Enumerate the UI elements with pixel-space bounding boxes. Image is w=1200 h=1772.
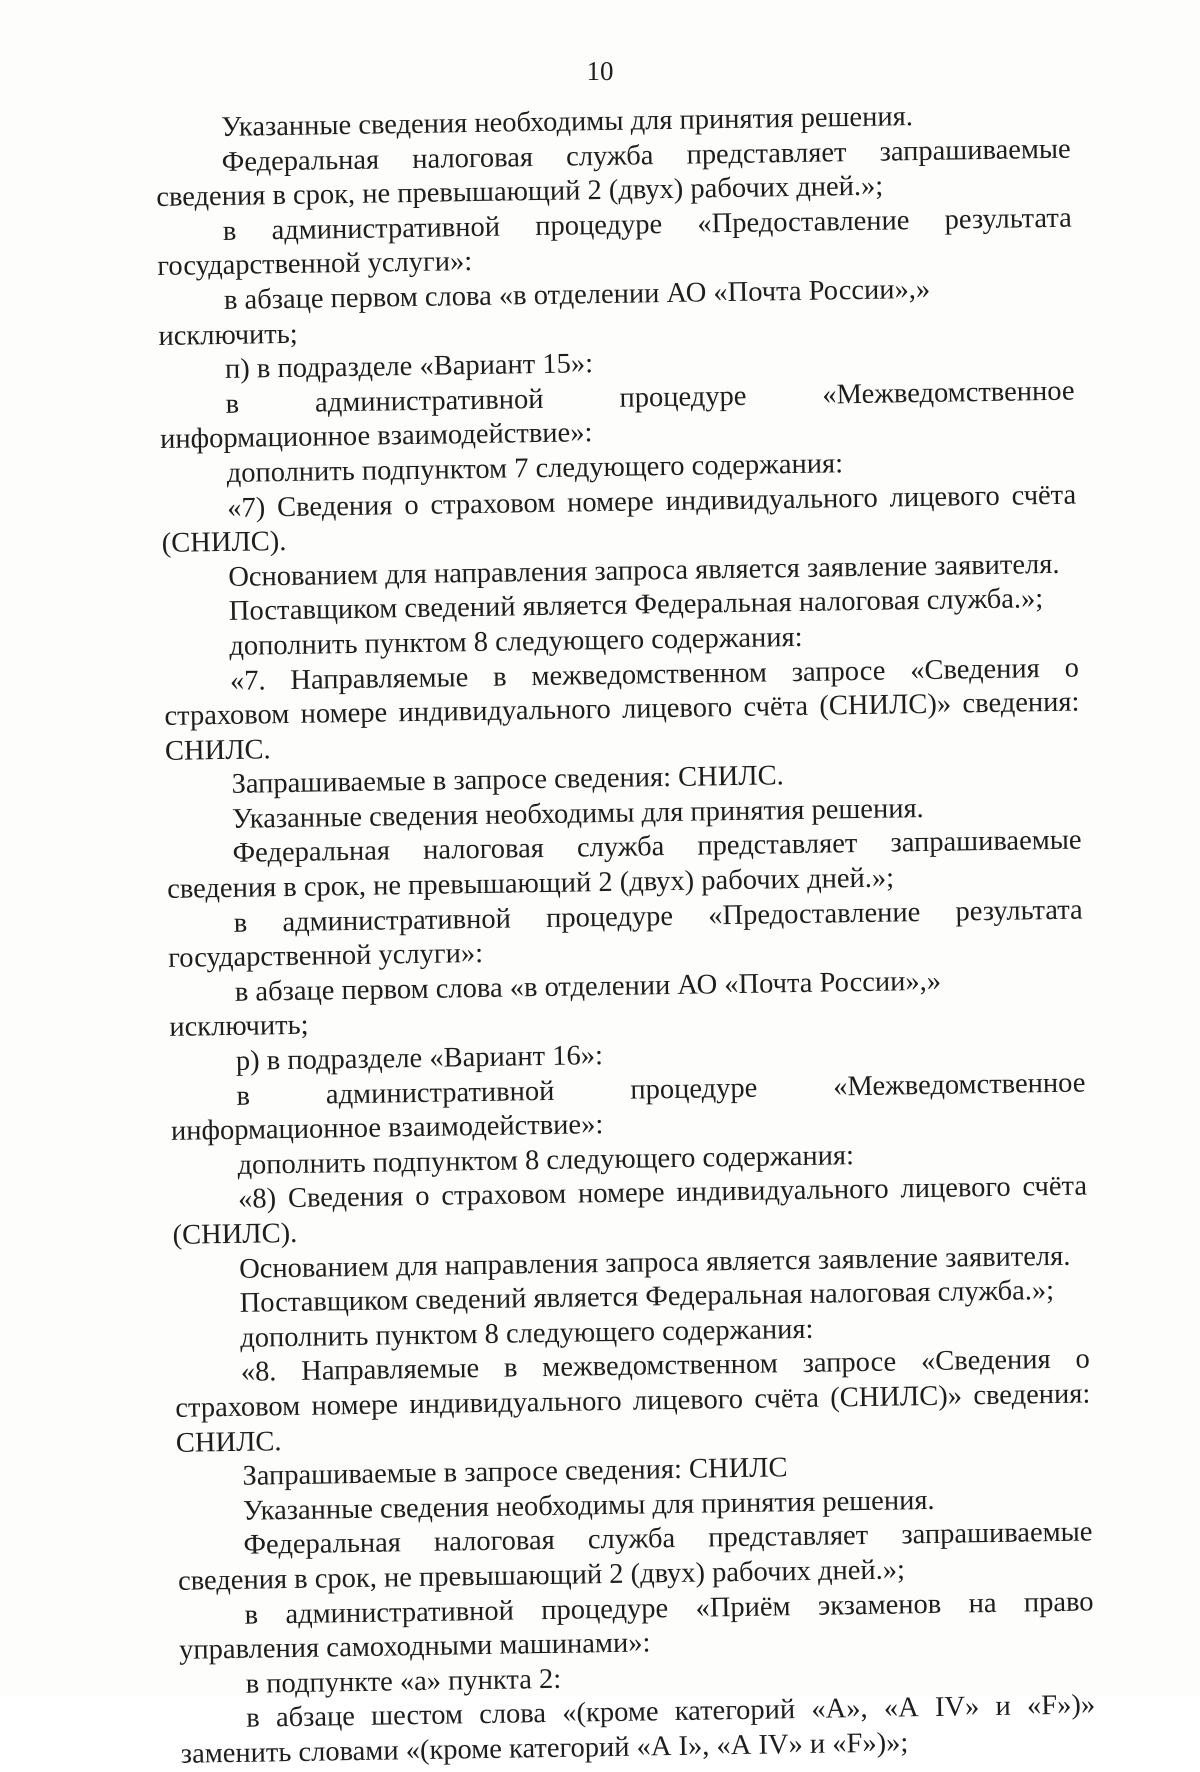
paragraph: в административной процедуре «Предоставление результата государственной услуги»: xyxy=(168,894,1083,975)
paragraph: Федеральная налоговая служба представляет запрашиваемые сведения в срок, не превышающий 2 (двух) рабочих дней.»; xyxy=(166,825,1082,905)
paragraph: Федеральная налоговая служба представляет запрашиваемые сведения в срок, не превышающий 2 (двух) рабочих дней.»; xyxy=(177,1516,1093,1597)
paragraph: в абзаце шестом слова «(кроме категорий «А», «А IV» и «F»)» заменить словами «(кроме категорий «А I», «А IV» и «F»)»; xyxy=(180,1689,1096,1770)
paragraph: п) в подразделе «Вариант 15»: xyxy=(224,348,594,386)
paragraph: Федеральная налоговая служба представляет запрашиваемые сведения в срок, не превышающий 2 (двух) рабочих дней.»; xyxy=(156,133,1071,214)
paragraph: дополнить подпунктом 8 следующего содержания: xyxy=(237,1139,855,1181)
paragraph: в подпункте «а» пункта 2: xyxy=(245,1663,562,1700)
paragraph: в административной процедуре «Межведомственное информационное взаимодействие»: xyxy=(170,1067,1086,1148)
paragraph: «8) Сведения о страховом номере индивидуального лицевого счёта (СНИЛС). xyxy=(172,1170,1088,1251)
paragraph: в административной процедуре «Приём экзаменов на право управления самоходными машинами»: xyxy=(178,1585,1094,1666)
paragraph: дополнить пунктом 8 следующего содержания: xyxy=(229,621,803,662)
paragraph: Основанием для направления запроса является заявление заявителя. xyxy=(228,548,1060,593)
paragraph: «7) Сведения о страховом номере индивидуального лицевого счёта (СНИЛС). xyxy=(161,479,1077,560)
paragraph: дополнить пунктом 8 следующего содержания: xyxy=(240,1313,814,1354)
paragraph: Поставщиком сведений является Федеральная налоговая служба.»; xyxy=(239,1275,1055,1320)
paragraph: р) в подразделе «Вариант 16»: xyxy=(235,1040,604,1077)
document-body xyxy=(155,98,1096,1772)
paragraph: Указанные сведения необходимы для принятия решения. xyxy=(221,101,914,143)
paragraph: Запрашиваемые в запросе сведения: СНИЛС xyxy=(242,1452,788,1492)
paragraph: «7. Направляемые в межведомственном запросе «Сведения о страховом номере индивидуального лицевого счёта (СНИЛС)» сведения: СНИЛС. xyxy=(164,652,1080,767)
paragraph: Поставщиком сведений является Федеральная налоговая служба.»; xyxy=(228,583,1044,628)
paragraph: Запрашиваемые в запросе сведения: СНИЛС. xyxy=(231,760,785,801)
paragraph: Указанные сведения необходимы для принятия решения. xyxy=(231,792,924,835)
paragraph: Основанием для направления запроса является заявление заявителя. xyxy=(238,1240,1071,1285)
paragraph: Указанные сведения необходимы для принятия решения. xyxy=(242,1484,935,1527)
paragraph: в административной процедуре «Предоставление результата государственной услуги»: xyxy=(157,202,1073,283)
paragraph: дополнить подпунктом 7 следующего содержания: xyxy=(226,448,844,489)
paragraph: «8. Направляемые в межведомственном запросе «Сведения о страховом номере индивидуального лицевого счёта (СНИЛС)» сведения: СНИЛС. xyxy=(175,1343,1091,1459)
paragraph: в абзаце первом слова «в отделении АО «Почта России»,» исключить; xyxy=(158,273,931,352)
paragraph: в административной процедуре «Межведомственное информационное взаимодействие»: xyxy=(159,375,1075,456)
paragraph: в абзаце первом слова «в отделении АО «Почта России»,» исключить; xyxy=(169,965,942,1044)
page-number: 10 xyxy=(586,56,614,86)
